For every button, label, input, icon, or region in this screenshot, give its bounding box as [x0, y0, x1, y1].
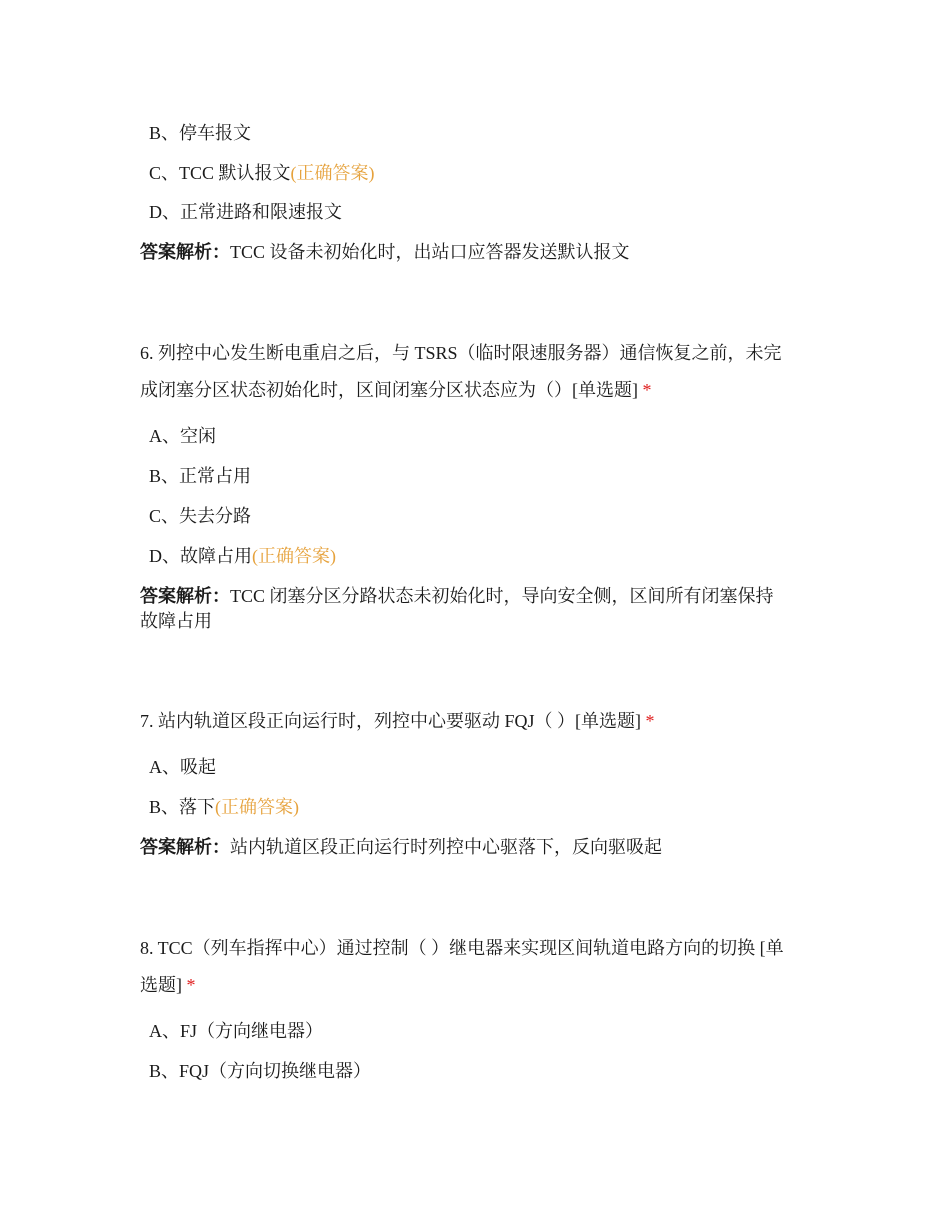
- q7-analysis: 答案解析：站内轨道区段正向运行时列控中心驱落下，反向驱吸起: [140, 837, 662, 857]
- q6-question-line1: 6. 列控中心发生断电重启之后，与 TSRS（临时限速服务器）通信恢复之前，未完: [140, 343, 782, 363]
- required-mark: *: [642, 380, 652, 400]
- q8-option-b: B、FQJ（方向切换继电器）: [149, 1061, 372, 1081]
- q5-analysis: 答案解析：TCC 设备未初始化时，出站口应答器发送默认报文: [140, 242, 630, 262]
- required-mark: *: [645, 711, 655, 731]
- q6-analysis-line1: 答案解析：TCC 闭塞分区分路状态未初始化时，导向安全侧，区间所有闭塞保持: [140, 586, 774, 606]
- q6-option-a: A、空闲: [149, 426, 216, 446]
- q6-analysis-line2: 故障占用: [140, 611, 212, 631]
- q7-question-line1: 7. 站内轨道区段正向运行时，列控中心要驱动 FQJ（ ）[单选题] *: [140, 711, 655, 731]
- q8-option-a: A、FJ（方向继电器）: [149, 1021, 324, 1041]
- q6-option-d: D、故障占用(正确答案): [149, 546, 336, 566]
- q8-question-line1: 8. TCC（列车指挥中心）通过控制（ ）继电器来实现区间轨道电路方向的切换 [单: [140, 938, 784, 958]
- q5-option-b: B、停车报文: [149, 123, 252, 143]
- answer-label: 答案解析：: [140, 837, 230, 857]
- correct-answer-mark: (正确答案): [215, 797, 300, 817]
- correct-answer-mark: (正确答案): [252, 546, 336, 566]
- q6-question-line2: 成闭塞分区状态初始化时，区间闭塞分区状态应为（）[单选题] *: [140, 380, 652, 400]
- q6-option-c: C、失去分路: [149, 506, 252, 526]
- q7-option-a: A、吸起: [149, 757, 216, 777]
- q7-option-b: B、落下(正确答案): [149, 797, 300, 817]
- q8-question-line2: 选题] *: [140, 975, 196, 995]
- q5-option-d: D、正常进路和限速报文: [149, 202, 342, 222]
- answer-label: 答案解析：: [140, 242, 230, 262]
- required-mark: *: [186, 975, 196, 995]
- q5-option-c: C、TCC 默认报文(正确答案): [149, 163, 375, 183]
- correct-answer-mark: (正确答案): [290, 163, 375, 183]
- q6-option-b: B、正常占用: [149, 466, 252, 486]
- answer-label: 答案解析：: [140, 586, 230, 606]
